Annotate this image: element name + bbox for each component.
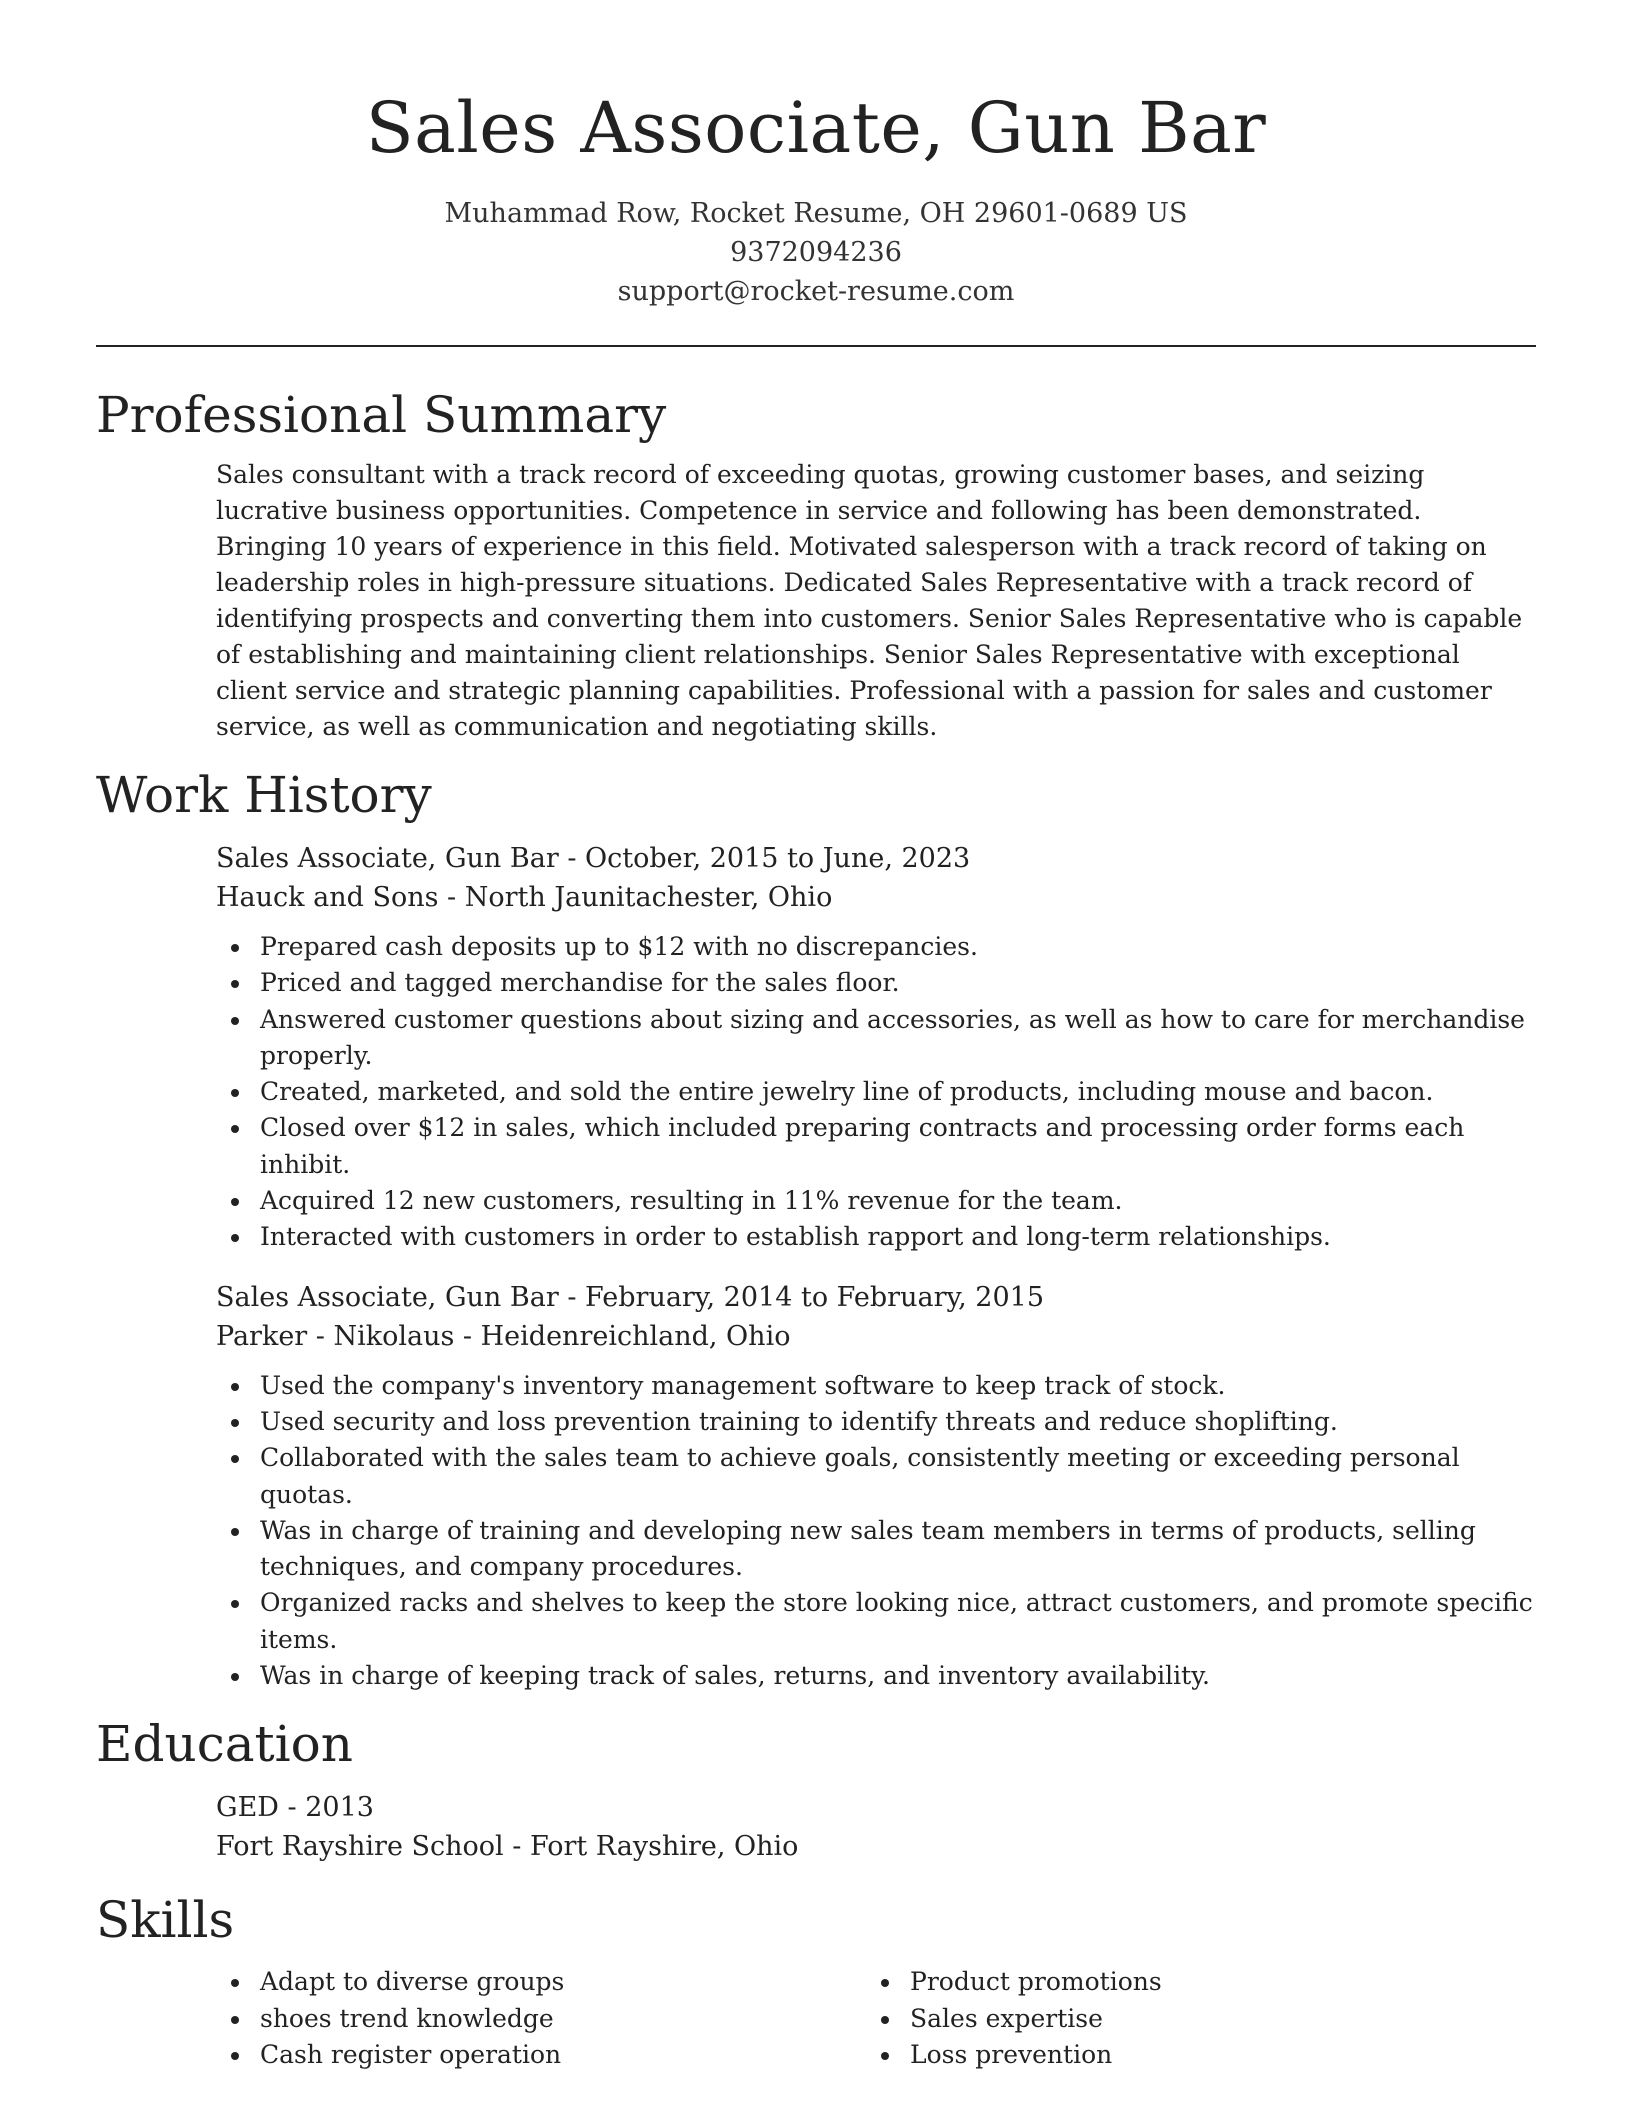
education-heading: Education xyxy=(96,1715,353,1774)
list-item: Used security and loss prevention training to identify threats and reduce shoplifting. xyxy=(216,1404,1536,1440)
list-item: Prepared cash deposits up to $12 with no discrepancies. xyxy=(216,929,1536,965)
list-item: Was in charge of training and developing new sales team members in terms of products, selling techniques, and company procedures. xyxy=(216,1513,1536,1586)
summary-text: Sales consultant with a track record of exceeding quotas, growing customer bases, and seizing lucrative business opportunities. Competence in service and following has been demonstrated. Bringing 10 years of experience in this field. Motivated salesperson with a track record of taking on leadership roles in high-pressure situations. Dedicated Sales Representative with a track record of identifying prospects and converting them into customers. Senior Sales Representative who is capable of establishing and maintaining client relationships. Senior Sales Representative with exceptional client service and strategic planning capabilities. Professional with a passion for sales and customer service, as well as communication and negotiating skills. xyxy=(216,460,1523,741)
list-item: Adapt to diverse groups xyxy=(216,1964,866,2000)
list-item: Closed over $12 in sales, which included preparing contracts and processing order forms each inhibit. xyxy=(216,1110,1536,1183)
list-item: Created, marketed, and sold the entire jewelry line of products, including mouse and bacon. xyxy=(216,1074,1536,1110)
contact-phone: 9372094236 xyxy=(730,237,902,268)
list-item: Loss prevention xyxy=(866,2037,1516,2073)
skills-column-right xyxy=(866,1964,1516,2073)
skills-section xyxy=(96,1964,1536,2073)
resume-header xyxy=(96,0,1536,311)
list-item: shoes trend knowledge xyxy=(216,2001,866,2037)
contact-address: Muhammad Row, Rocket Resume, OH 29601-0689 US xyxy=(444,198,1188,229)
job-entry xyxy=(216,839,1536,1256)
job-duties-list xyxy=(216,929,1536,1256)
list-item: Was in charge of keeping track of sales, returns, and inventory availability. xyxy=(216,1658,1536,1694)
list-item: Collaborated with the sales team to achieve goals, consistently meeting or exceeding personal quotas. xyxy=(216,1440,1536,1513)
skills-heading: Skills xyxy=(96,1891,235,1950)
list-item: Interacted with customers in order to establish rapport and long-term relationships. xyxy=(216,1219,1536,1255)
skills-list xyxy=(866,1964,1516,2073)
list-item: Product promotions xyxy=(866,1964,1516,2000)
education-degree: GED - 2013 xyxy=(216,1792,374,1824)
header-divider xyxy=(96,345,1536,347)
job-title-line: Sales Associate, Gun Bar - October, 2015 to June, 2023 xyxy=(216,843,971,874)
education-school: Fort Rayshire School - Fort Rayshire, Ohio xyxy=(216,1831,799,1863)
contact-email: support@rocket-resume.com xyxy=(617,276,1015,307)
skills-list xyxy=(216,1964,866,2073)
work-history-heading: Work History xyxy=(96,766,432,824)
list-item: Used the company's inventory management software to keep track of stock. xyxy=(216,1368,1536,1404)
job-company-line: Parker - Nikolaus - Heidenreichland, Ohio xyxy=(216,1320,791,1352)
candidate-name: Sales Associate, Gun Bar xyxy=(365,87,1267,169)
skills-column-left xyxy=(216,1964,866,2073)
job-entry xyxy=(216,1278,1536,1695)
job-company-line: Hauck and Sons - North Jaunitachester, Ohio xyxy=(216,882,833,913)
list-item: Answered customer questions about sizing and accessories, as well as how to care for merchandise properly. xyxy=(216,1002,1536,1075)
list-item: Sales expertise xyxy=(866,2001,1516,2037)
job-duties-list xyxy=(216,1368,1536,1695)
job-title-line: Sales Associate, Gun Bar - February, 2014 to February, 2015 xyxy=(216,1281,1045,1313)
summary-section xyxy=(96,457,1536,745)
work-history-section xyxy=(96,839,1536,1694)
list-item: Cash register operation xyxy=(216,2037,866,2073)
list-item: Acquired 12 new customers, resulting in 11% revenue for the team. xyxy=(216,1183,1536,1219)
resume-page xyxy=(96,0,1536,2073)
education-section xyxy=(96,1788,1536,1866)
list-item: Organized racks and shelves to keep the store looking nice, attract customers, and promote specific items. xyxy=(216,1585,1536,1658)
list-item: Priced and tagged merchandise for the sales floor. xyxy=(216,965,1536,1001)
summary-heading: Professional Summary xyxy=(96,386,667,444)
skills-grid xyxy=(216,1964,1536,2073)
